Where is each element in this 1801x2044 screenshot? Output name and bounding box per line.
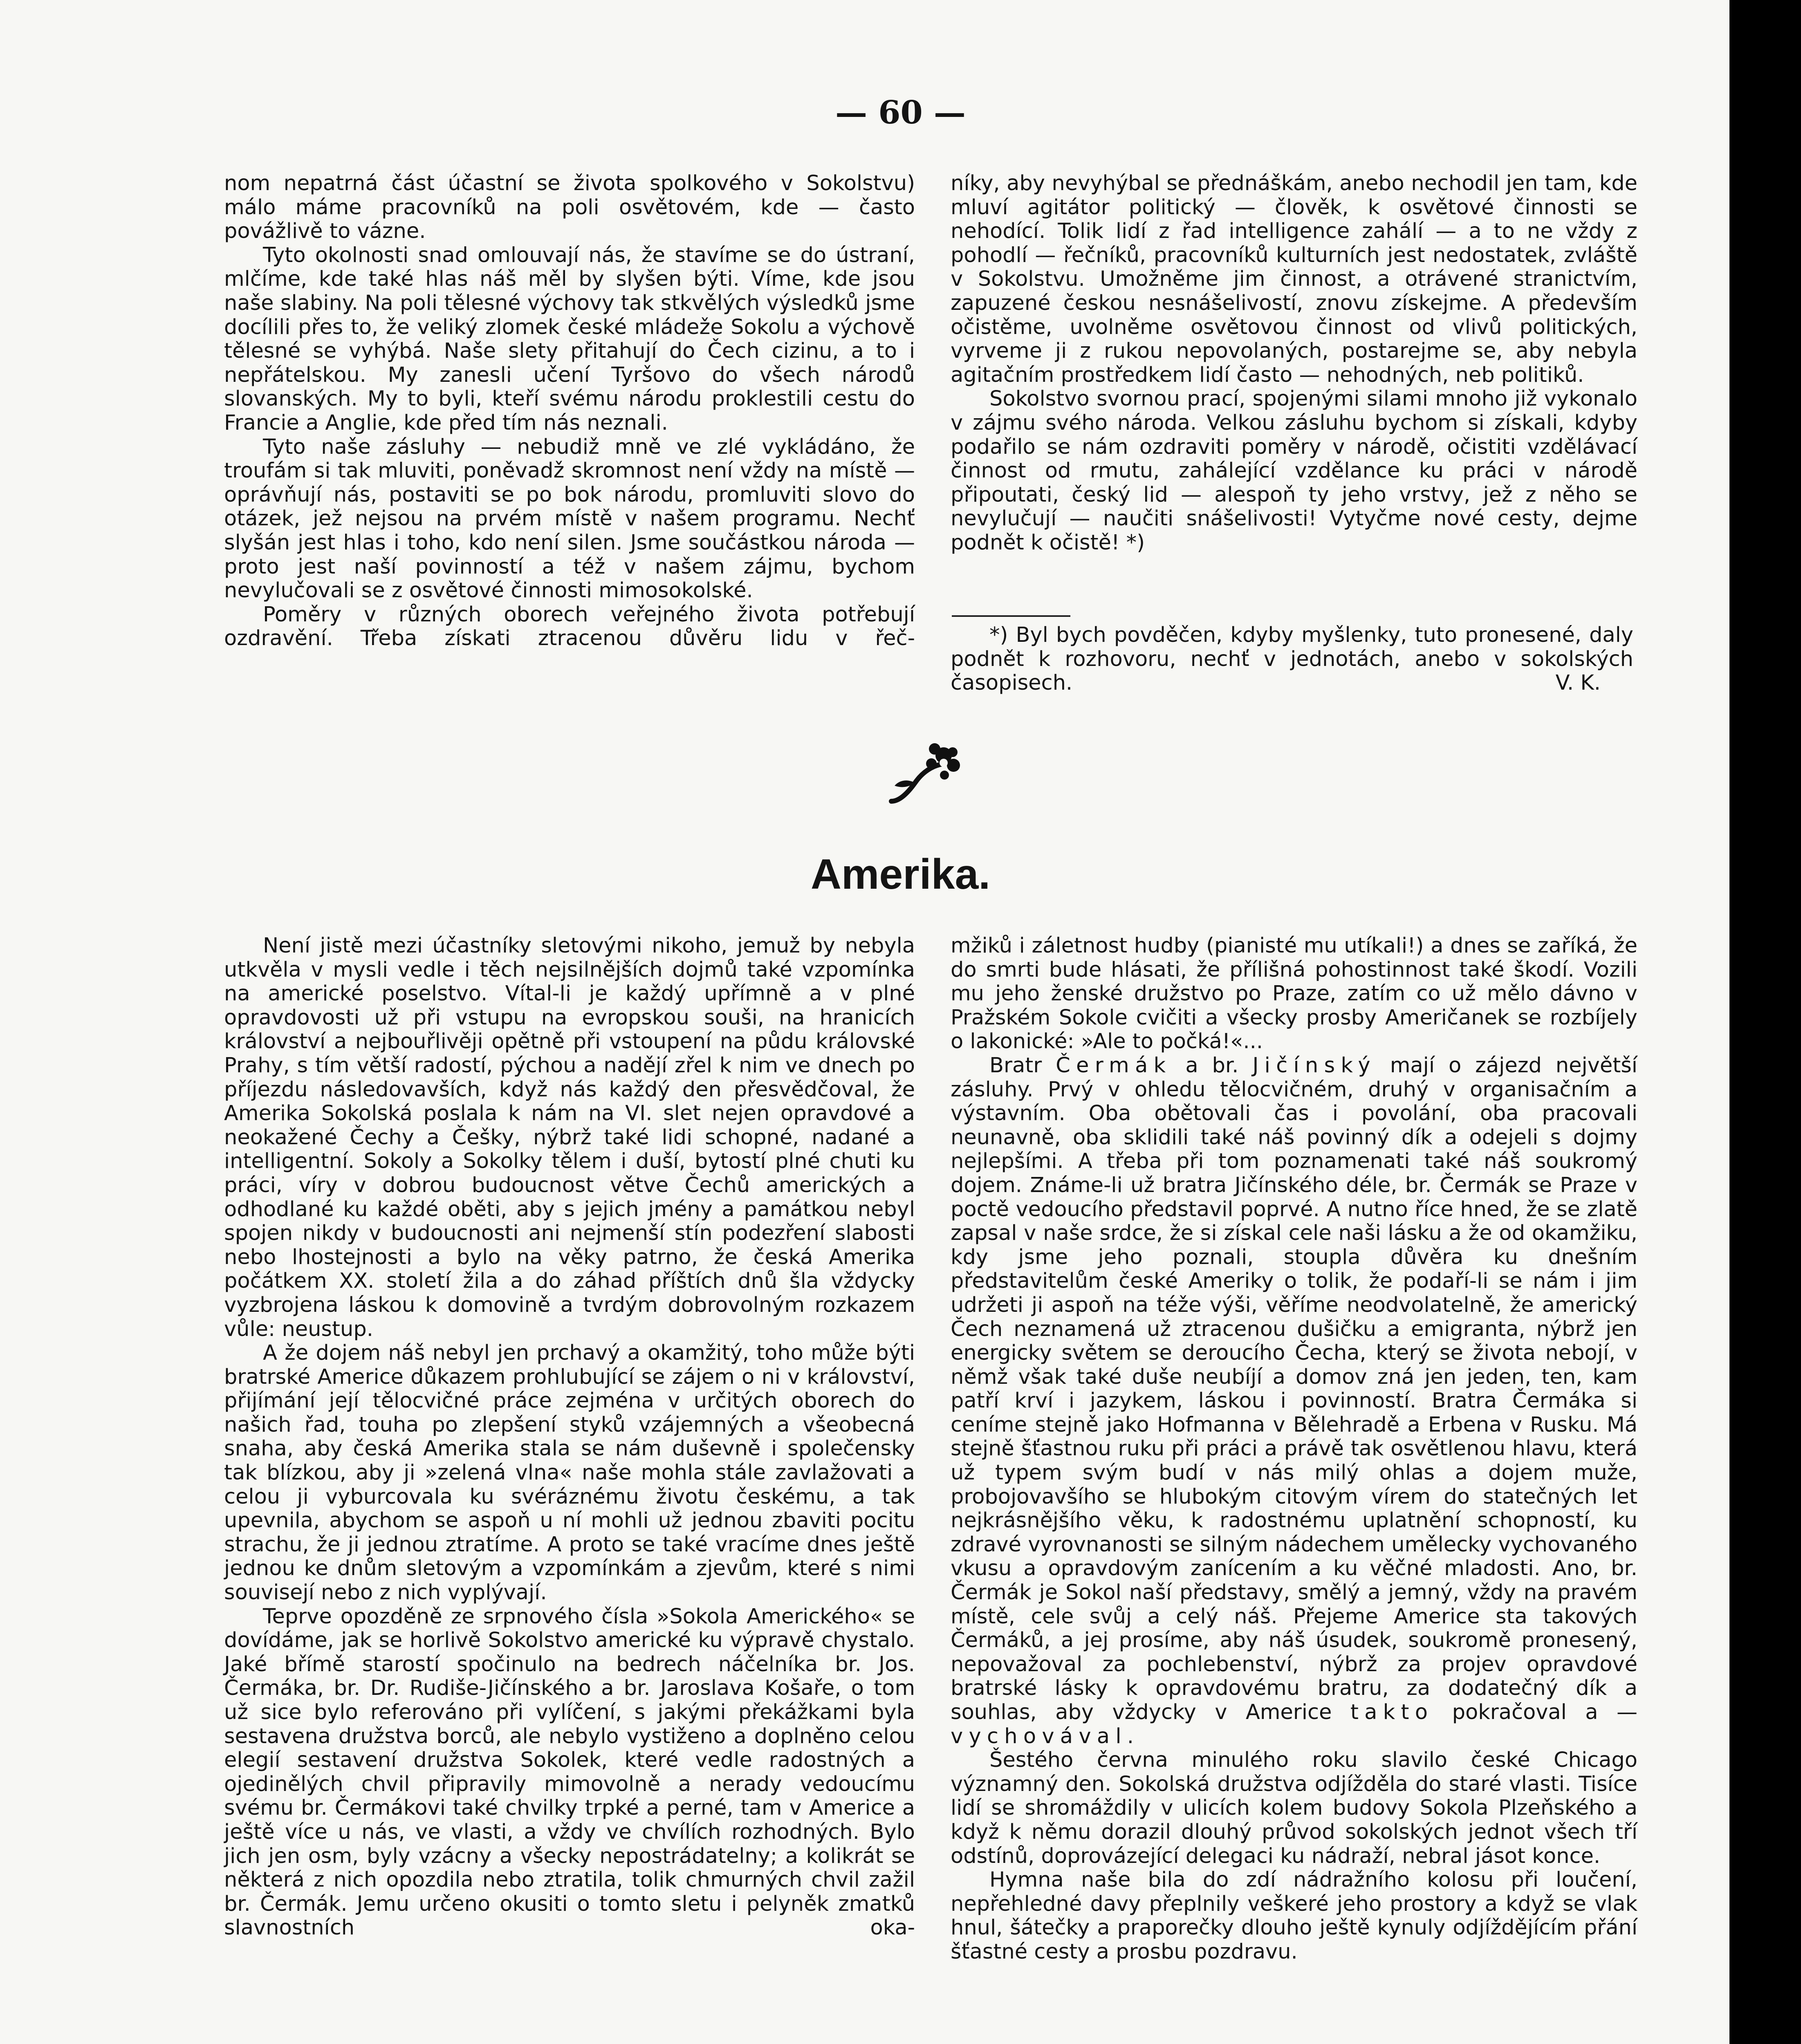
paragraph — [951, 1054, 1637, 1748]
footnote — [951, 623, 1633, 695]
name-cermak: Čermák — [1056, 1053, 1172, 1078]
flower-ornament-icon — [883, 740, 961, 814]
paragraph: Tyto okolnosti snad omlouvají nás, že stavíme se do ústraní, mlčíme, kde také hlas náš měl by slyšen býti. Víme, kde jsou naše slabiny. Na poli tělesné výchovy tak stkvělých výsledků jsme docílili přes to, že veliký zlomek české mládeže Sokolu a výchově tělesné se vyhýbá. Naše slety přitahují do Čech cizinu, a to i nepřátelskou. My zanesli učení Tyršovo do všech národů slovanských. My to byli, kteří svému národu proklestili cestu do Francie a Anglie, kde před tím nás neznali. — [224, 243, 915, 435]
text-run: mají o zájezd největší zásluhy. Prvý v ohledu tělocvičném, druhý v organisačním a výstavním. Oba obětovali čas i povolání, oba pracovali neunavně, oba sklidili také náš povinný dík a odejeli s dojmy nejlepšími. A třeba při tom poznamenati také náš soukromý dojem. Známe-li už bratra Jičínského déle, br. Čermák se Praze v poctě vedoucího představil poprvé. A nutno říce hned, že se zlatě zapsal v naše srdce, že si získal cele naši lásku a že od okamžiku, kdy jsme jeho poznali, stoupla důvěra ku dnešním představitelům české Ameriky o tolik, že podaří-li se nám i jim udržeti ji aspoň na téže výši, věříme neodvolatelně, že americký Čech neznamená už ztracenou dušičku a emigranta, nýbrž jen energicky světem se deroucího Čecha, který se života nebojí, v němž však také duše neubíjí a domov zná jen jeden, ten, kam patří krví i jazykem, láskou i povinností. Bratra Čermáka si ceníme stejně jako Hofmanna v Bělehradě a Erbena v Rusku. Má stejně šťastnou ruku při práci a právě tak osvětlenou hlavu, která už typem svým budí v nás milý ohlas a dojem muže, probojovavšího se hlubokým citovým vírem do statečných let nejkrásnějšího věku, k radostnému uplatnění schopností, ku zdravé vyrovnanosti se silným nádechem umělecky vychovaného vkusu a opravdovým zanícením a ku věčné mladosti. Ano, br. Čermák je Sokol naší představy, smělý a jemný, vždy na pravém místě, cele svůj a celý náš. Přejeme Americe sta takových Čermáků, a jej prosíme, aby náš úsudek, soukromě pronesený, nepovažoval za pochlebenství, nýbrž za projev opravdové bratrské lásky k opravdovému bratru, za dodatečný dík a souhlas, aby vždycky v Americe — [951, 1053, 1637, 1724]
spaced-word: takto — [1350, 1700, 1434, 1724]
footnote-rule — [952, 615, 1070, 617]
paragraph: nom nepatrná část účastní se života spolkového v Sokolstvu) málo máme pracovníků na poli osvětovém, kde — často povážlivě to vázne. — [224, 171, 915, 244]
essay-column-left — [224, 172, 915, 651]
article-heading: Amerika. — [810, 851, 991, 898]
paragraph: Teprve opozděně ze srpnového čísla »Sokola Amerického« se dovídáme, jak se horlivě Sokolstvo americké ku výpravě chystalo. Jaké břímě starostí spočinulo na bedrech náčelníka br. Jos. Čermáka, br. Dr. Rudiše-Jičínského a br. Jaroslava Košaře, o tom už sice bylo referováno při vylíčení, s jakými překážkami byla sestavena družstva borců, ale nebylo vystiženo a doplněno celou elegií sestavení družstva Sokolek, které vedle radostných a ojedinělých chvil připravily mimovolně a nerady vedoucímu svému br. Čermákovi také chvilky trpké a perné, tam v Americe a ještě více u nás, ve vlasti, a vždy ve chvílích rozhodných. Bylo jich jen osm, byly vzácny a všecky nepostrádatelny; a kolikrát se některá z nich opozdila nebo ztratila, tolik chmurných chvil zažil br. Čermák. Jemu určeno okusiti o tomto sletu i pelyněk zmatků slavnostních oka- — [224, 1604, 915, 1940]
footnote-text: *) Byl bych povděčen, kdyby myšlenky, tuto pronesené, daly podnět k rozhovoru, nechť v jednotách, anebo v sokolských časopisech. — [951, 623, 1633, 695]
name-jicinsky: Jičínský — [1252, 1053, 1376, 1078]
paragraph: Není jistě mezi účastníky sletovými nikoho, jemuž by nebyla utkvěla v mysli vedle i těch nejsilnějších dojmů také vzpomínka na americké poselstvo. Vítal-li je každý upřímně a v plné opravdovosti už při vstupu na evropskou souši, na hranicích království a nejbouřlivěji opětně při vstoupení na půdu královské Prahy, s tím větší radostí, pýchou a nadějí zřel k nim ve dnech po příjezdu následovavších, když nás každý den přesvědčoval, že Amerika Sokolská poslala k nám na VI. slet nejen opravdové a neokažené Čechy a Češky, nýbrž také lidi schopné, nadané a intelligentní. Sokoly a Sokolky tělem i duší, bytostí plné chuti ku práci, víry v dobrou budoucnost větve Čechů amerických a odhodlané ku každé oběti, aby s jejich jmény a památkou nebyl spojen nikdy v budoucnosti ani nejmenší stín podezření slabosti nebo lhostejnosti a bylo na věky patrno, že česká Amerika počátkem XX. století žila a do záhad příštích dnů šla vždycky vyzbrojena láskou k domovině a tvrdým dobrovolným rozkazem vůle: neustup. — [224, 934, 915, 1341]
spaced-word: vychovával. — [951, 1724, 1140, 1748]
text-run: a br. — [1185, 1053, 1239, 1078]
paragraph: A že dojem náš nebyl jen prchavý a okamžitý, toho může býti bratrské Americe důkazem prohlubující se zájem o ni v království, přijímání její tělocvičné práce zejména v určitých oborech do našich řad, touha po zlepšení styků vzájemných a všeobecná snaha, aby česká Amerika stala se nám duševně i společensky tak blízkou, aby ji »zelená vlna« naše mohla stále zavlažovati a celou ji vyburcovala ku svéráznému životu českému, a tak upevnila, abychom se aspoň u ní mohli už jednou zbaviti pocitu strachu, že ji jednou ztratíme. A proto se také vracíme dnes ještě jednou ke dnům sletovým a vzpomínkám a zjevům, které s nimi souvisejí nebo z nich vyplývají. — [224, 1341, 915, 1605]
article-column-left — [224, 934, 915, 1940]
paragraph: Poměry v různých oborech veřejného života potřebují ozdravění. Třeba získati ztracenou důvěru lidu v řeč- — [224, 602, 915, 651]
footnote-signature: V. K. — [1555, 671, 1601, 695]
paragraph: Sokolstvo svornou prací, spojenými silami mnoho již vykonalo v zájmu svého národa. Velkou zásluhu bychom si získali, kdyby podařilo se nám ozdraviti poměry v národě, očistiti vzdělávací činnost od rmutu, zahálející vzdělance ku práci v národě připoutati, český lid — alespoň ty jeho vrstvy, jež z něho se nevylučují — naučiti snášelivosti! Vytyčme nové cesty, dejme podnět k očistě! *) — [951, 387, 1637, 555]
paragraph: mžiků i záletnost hudby (pianisté mu utíkali!) a dnes se zaříká, že do smrti bude hlásati, že přílišná pohostinnost také škodí. Vozili mu jeho ženské družstvo po Praze, zatím co už mělo dávno v Pražském Sokole cvičiti a všecky prosby Američanek se rozbíjely o lakonické: »Ale to počká!«... — [951, 934, 1637, 1054]
essay-column-right — [951, 172, 1637, 555]
page-number: — 60 — — [835, 94, 966, 131]
paragraph: Hymna naše bila do zdí nádražního kolosu při loučení, nepřehledné davy přeplnily veškeré jeho prostory a když se vlak hnul, šátečky a praporečky dlouho ještě kynuly odjíždějícím přání šťastné cesty a prosbu pozdravu. — [951, 1868, 1637, 1964]
paragraph: níky, aby nevyhýbal se přednáškám, anebo nechodil jen tam, kde mluví agitátor politický — člověk, k osvětové činnosti se nehodící. Tolik lidí z řad intelligence zahálí — a to ne vždy z pohodlí — řečníků, pracovníků kulturních jest nedostatek, zvláště v Sokolstvu. Umožněme jim činnost, a otrávené stranictvím, zapuzené českou nesnášelivostí, znovu získejme. A především očistěme, uvolněme osvětovou činnost od vlivů politických, vyrveme ji z rukou nepovolaných, postarejme se, aby nebyla agitačním prostředkem lidí často — nehodných, neb politiků. — [951, 171, 1637, 387]
paragraph: Šestého června minulého roku slavilo české Chicago významný den. Sokolská družstva odjížděla do staré vlasti. Tisíce lidí se shromáždily v ulicích kolem budovy Sokola Plzeňského a když k němu dorazil dlouhý průvod sokolských jednot všech tří odstínů, doprovázející delegaci ku nádraží, nebral jásot konce. — [951, 1748, 1637, 1868]
text-run: Bratr — [989, 1053, 1042, 1078]
paragraph: Tyto naše zásluhy — nebudiž mně ve zlé vykládáno, že troufám si tak mluviti, poněvadž skromnost není vždy na místě — oprávňují nás, postaviti se po bok národu, promluviti slovo do otázek, jež nejsou na prvém místě v našem programu. Nechť slyšán jest hlas i toho, kdo není silen. Jsme součástkou národa — proto jest naší povinností a též v našem zájmu, bychom nevylučovali se z osvětové činnosti mimosokolské. — [224, 435, 915, 603]
article-column-right — [951, 934, 1637, 1964]
text-run: pokračoval a — — [1452, 1700, 1637, 1724]
scan-margin — [1729, 0, 1801, 2044]
